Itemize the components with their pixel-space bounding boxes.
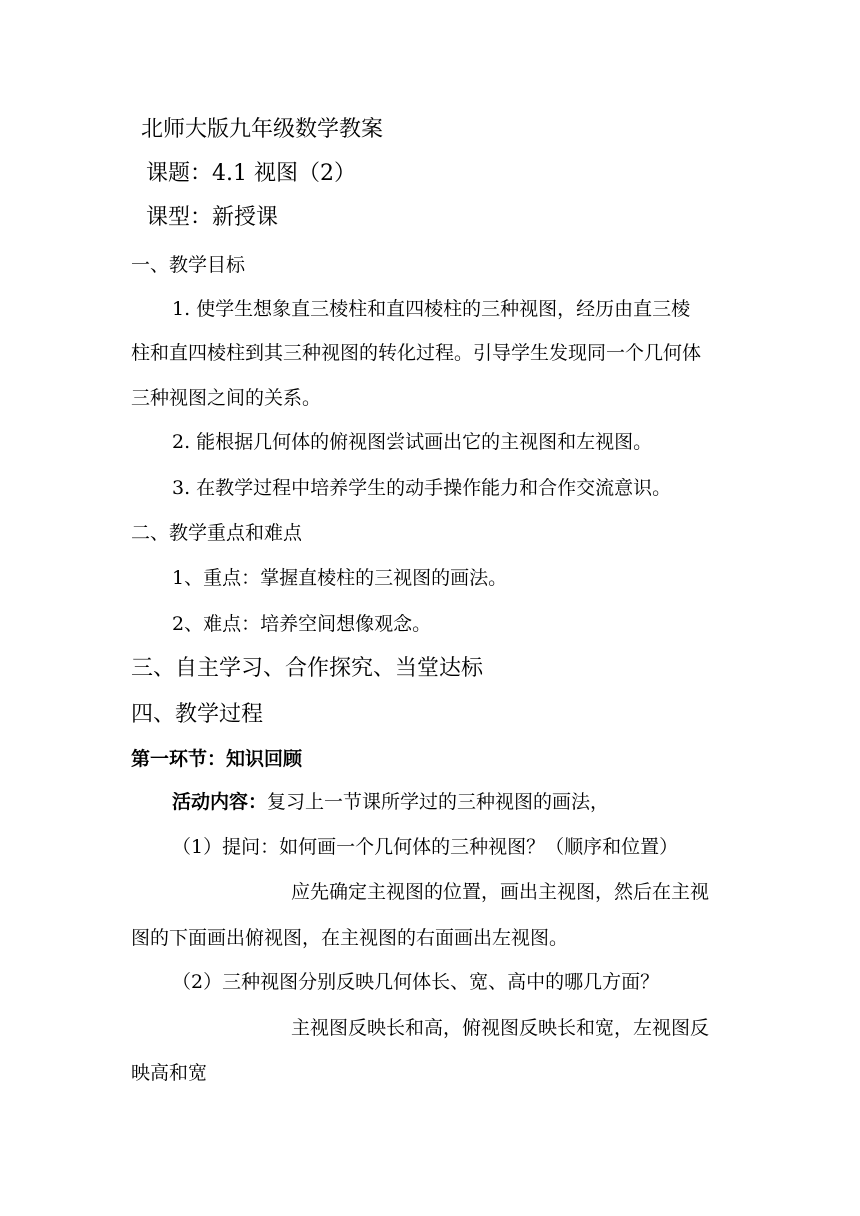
answer-2-line-2: 映高和宽 (131, 1062, 208, 1084)
section-heading-goals: 一、教学目标 (131, 254, 246, 276)
key-point: 1、重点：掌握直棱柱的三视图的画法。 (172, 567, 508, 589)
stage-1-heading: 第一环节：知识回顾 (131, 748, 303, 770)
goal-1-line-1: 1. 使学生想象直三棱柱和直四棱柱的三种视图，经历由直三棱 (172, 298, 691, 320)
difficulty-point: 2、难点：培养空间想像观念。 (172, 613, 432, 635)
goal-3: 3. 在教学过程中培养学生的动手操作能力和合作交流意识。 (172, 477, 672, 499)
activity-text: 复习上一节课所学过的三种视图的画法， (267, 791, 610, 813)
document-title: 北师大版九年级数学教案 (141, 117, 384, 142)
goal-1-line-2: 柱和直四棱柱到其三种视图的转化过程。引导学生发现同一个几何体 (131, 342, 702, 364)
section-heading-process: 四、教学过程 (131, 702, 264, 727)
lesson-topic: 课题：4.1 视图（2） (146, 161, 356, 186)
goal-2: 2. 能根据几何体的俯视图尝试画出它的主视图和左视图。 (172, 431, 653, 453)
question-1: （1）提问：如何画一个几何体的三种视图？（顺序和位置） (172, 836, 679, 858)
answer-1-line-1: 应先确定主视图的位置，画出主视图，然后在主视 (291, 881, 710, 903)
answer-2-line-1: 主视图反映长和高，俯视图反映长和宽，左视图反 (291, 1017, 710, 1039)
question-2: （2）三种视图分别反映几何体长、宽、高中的哪几方面？ (172, 971, 660, 993)
section-heading-methods: 三、自主学习、合作探究、当堂达标 (131, 656, 484, 681)
activity-content (172, 790, 609, 814)
lesson-type: 课型：新授课 (146, 205, 279, 230)
goal-1-line-3: 三种视图之间的关系。 (131, 387, 322, 409)
activity-label: 活动内容： (172, 791, 268, 813)
section-heading-keypoints: 二、教学重点和难点 (131, 522, 303, 544)
answer-1-line-2: 图的下面画出俯视图，在主视图的右面画出左视图。 (131, 927, 569, 949)
